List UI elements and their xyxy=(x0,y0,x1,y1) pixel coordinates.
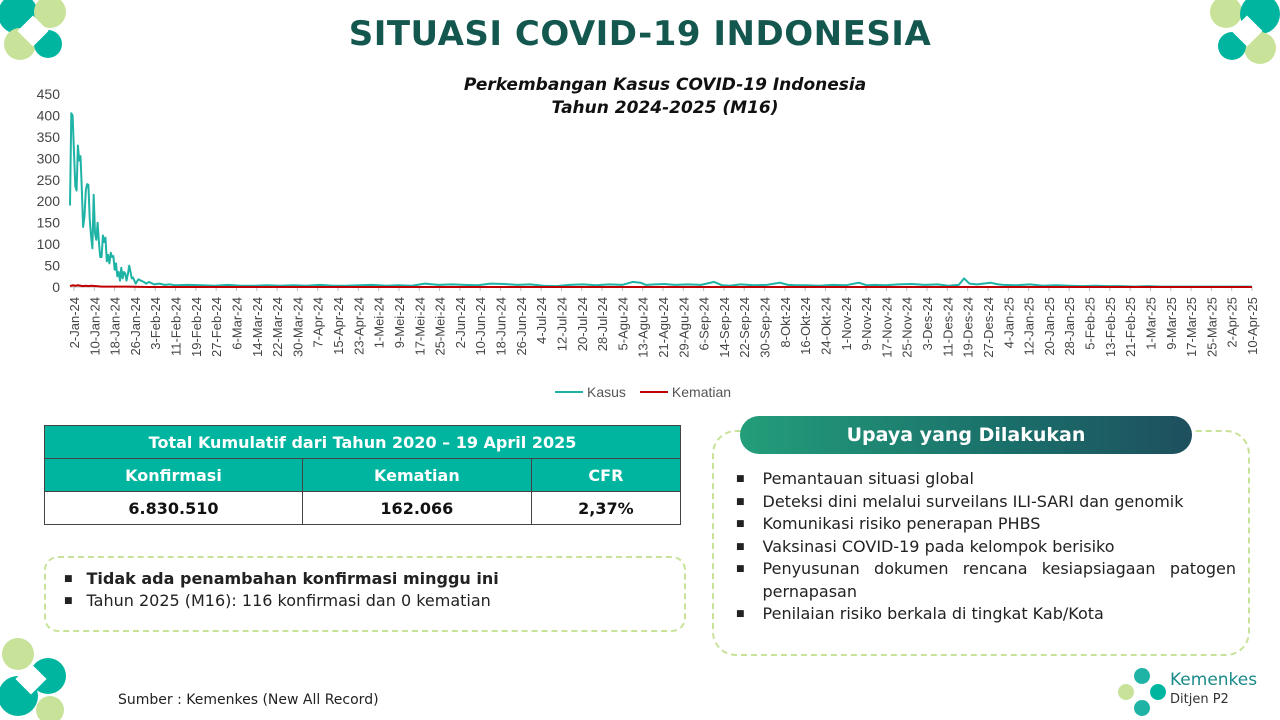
x-tick-label: 25-Mar-25 xyxy=(1204,297,1220,357)
x-tick-label: 4-Jul-24 xyxy=(534,297,550,344)
x-tick-label: 14-Sep-24 xyxy=(716,297,732,358)
x-tick-label: 8-Okt-24 xyxy=(777,297,793,348)
chart-title-line2: Tahun 2024-2025 (M16) xyxy=(551,98,779,118)
x-tick-label: 13-Feb-25 xyxy=(1102,297,1118,357)
summary-table xyxy=(44,425,681,525)
source-text: Sumber : Kemenkes (New All Record) xyxy=(118,692,379,708)
bullet-icon: ■ xyxy=(736,609,745,619)
bullet-icon: ■ xyxy=(736,474,745,484)
note-item xyxy=(64,568,666,590)
upaya-item xyxy=(736,513,1236,536)
x-tick-label: 5-Feb-25 xyxy=(1082,297,1098,350)
value-cfr: 2,37% xyxy=(531,492,680,525)
x-tick-label: 27-Feb-24 xyxy=(209,297,225,357)
kemenkes-logo xyxy=(1116,666,1276,716)
logo-subtitle: Ditjen P2 xyxy=(1170,692,1229,707)
y-tick-label: 300 xyxy=(36,150,60,167)
summary-table-title: Total Kumulatif dari Tahun 2020 – 19 April 2025 xyxy=(45,426,681,459)
header-konfirmasi: Konfirmasi xyxy=(45,459,303,492)
y-tick-label: 250 xyxy=(36,171,60,188)
x-tick-label: 1-Mei-24 xyxy=(371,297,387,349)
x-tick-label: 12-Jan-25 xyxy=(1021,297,1037,356)
x-tick-label: 19-Feb-24 xyxy=(188,297,204,357)
x-tick-label: 28-Jul-24 xyxy=(595,297,611,352)
upaya-item xyxy=(736,603,1236,626)
note-item xyxy=(64,590,666,612)
x-tick-label: 29-Agu-24 xyxy=(676,297,692,358)
x-tick-label: 4-Jan-25 xyxy=(1001,297,1017,349)
x-tick-label: 6-Sep-24 xyxy=(696,297,712,351)
upaya-title: Upaya yang Dilakukan xyxy=(740,416,1192,454)
page-title: SITUASI COVID-19 INDONESIA xyxy=(348,14,932,54)
value-konfirmasi: 6.830.510 xyxy=(45,492,303,525)
x-tick-label: 9-Mei-24 xyxy=(391,297,407,349)
bullet-icon: ■ xyxy=(736,496,745,507)
x-tick-label: 26-Jan-24 xyxy=(127,297,143,356)
legend-swatch-kematian xyxy=(640,391,668,393)
header-kematian: Kematian xyxy=(302,459,531,492)
y-tick-label: 100 xyxy=(36,236,60,253)
upaya-item xyxy=(736,491,1236,514)
x-tick-label: 16-Okt-24 xyxy=(798,297,814,355)
x-tick-label: 12-Jul-24 xyxy=(554,297,570,352)
bullet-icon: ■ xyxy=(736,519,745,529)
upaya-text: Penilaian risiko berkala di tingkat Kab/Kota xyxy=(762,604,1104,623)
x-tick-label: 13-Agu-24 xyxy=(635,297,651,358)
legend-item-kasus xyxy=(555,384,626,400)
series-line-kasus xyxy=(70,113,1252,286)
x-tick-label: 19-Des-24 xyxy=(960,297,976,358)
x-tick-label: 9-Nov-24 xyxy=(859,297,875,351)
x-tick-label: 22-Mar-24 xyxy=(270,297,286,357)
x-tick-label: 25-Mei-24 xyxy=(432,297,448,356)
x-tick-label: 1-Mar-25 xyxy=(1143,297,1159,350)
upaya-text: Deteksi dini melalui surveilans ILI-SARI dan genomik xyxy=(762,491,1184,511)
x-tick-label: 22-Sep-24 xyxy=(737,297,753,358)
x-tick-label: 18-Jun-24 xyxy=(493,296,509,356)
x-tick-label: 11-Des-24 xyxy=(940,297,956,357)
x-tick-label: 11-Feb-24 xyxy=(168,297,184,357)
upaya-item xyxy=(736,558,1236,603)
x-tick-label: 7-Apr-24 xyxy=(310,297,326,348)
y-tick-label: 0 xyxy=(52,279,60,295)
note-text: Tidak ada penambahan konfirmasi minggu ini xyxy=(86,569,499,588)
legend-label-kasus: Kasus xyxy=(587,384,626,400)
chart-legend xyxy=(555,384,731,400)
bullet-icon: ■ xyxy=(64,596,73,606)
x-tick-label: 18-Jan-24 xyxy=(107,297,123,356)
x-tick-label: 2-Apr-25 xyxy=(1224,297,1240,348)
bullet-icon: ■ xyxy=(64,574,73,584)
x-tick-label: 17-Mei-24 xyxy=(412,297,428,356)
x-tick-label: 23-Apr-24 xyxy=(351,297,367,355)
upaya-text: Vaksinasi COVID-19 pada kelompok berisiko xyxy=(762,536,1115,556)
x-tick-label: 2-Jan-24 xyxy=(67,297,82,349)
kemenkes-logo-icon xyxy=(1116,666,1168,716)
x-tick-label: 21-Feb-25 xyxy=(1123,297,1139,357)
x-tick-label: 21-Agu-24 xyxy=(656,297,671,358)
x-tick-label: 10-Apr-25 xyxy=(1245,297,1260,355)
header-cfr: CFR xyxy=(531,459,680,492)
note-text: Tahun 2025 (M16): 116 konfirmasi dan 0 kematian xyxy=(86,591,491,610)
legend-item-kematian xyxy=(640,384,731,400)
x-tick-label: 25-Nov-24 xyxy=(899,297,915,358)
x-tick-label: 17-Nov-24 xyxy=(879,297,895,358)
x-tick-label: 24-Okt-24 xyxy=(818,297,834,355)
x-tick-label: 10-Jan-24 xyxy=(87,297,103,356)
upaya-box xyxy=(712,430,1250,656)
x-tick-label: 2-Jun-24 xyxy=(452,297,468,349)
y-tick-label: 450 xyxy=(36,86,60,102)
x-tick-label: 30-Sep-24 xyxy=(757,297,773,358)
bullet-icon: ■ xyxy=(736,541,745,552)
y-tick-label: 350 xyxy=(36,128,60,145)
x-tick-label: 3-Feb-24 xyxy=(148,297,164,350)
legend-label-kematian: Kematian xyxy=(671,384,732,400)
upaya-item xyxy=(736,468,1236,491)
chart-title-line1: Perkembangan Kasus COVID-19 Indonesia xyxy=(463,75,867,95)
y-tick-label: 50 xyxy=(44,257,60,274)
x-tick-label: 10-Jun-24 xyxy=(473,297,489,356)
notes-box xyxy=(44,556,686,632)
bullet-icon: ■ xyxy=(736,564,745,574)
upaya-text: Pemantauan situasi global xyxy=(762,469,974,488)
x-tick-label: 9-Mar-25 xyxy=(1163,297,1179,350)
x-tick-label: 30-Mar-24 xyxy=(290,297,306,357)
y-tick-label: 400 xyxy=(36,107,60,124)
x-tick-label: 6-Mar-24 xyxy=(229,297,245,350)
upaya-item xyxy=(736,536,1236,559)
x-tick-label: 3-Des-24 xyxy=(920,297,936,351)
y-tick-label: 150 xyxy=(36,214,60,231)
upaya-text: Penyusunan dokumen rencana kesiapsiagaan patogen pernapasan xyxy=(762,559,1236,601)
covid-line-chart xyxy=(0,80,1280,380)
legend-swatch-kasus xyxy=(555,391,583,393)
corner-decoration-bottom-left xyxy=(0,636,90,720)
logo-name: Kemenkes xyxy=(1170,670,1258,690)
x-tick-label: 27-Des-24 xyxy=(980,297,996,358)
upaya-text: Komunikasi risiko penerapan PHBS xyxy=(762,514,1041,533)
value-kematian: 162.066 xyxy=(302,492,531,525)
x-tick-label: 28-Jan-25 xyxy=(1062,297,1078,356)
x-tick-label: 17-Mar-25 xyxy=(1184,297,1200,357)
x-tick-label: 20-Jan-25 xyxy=(1041,297,1057,356)
x-tick-label: 14-Mar-24 xyxy=(249,297,265,357)
x-tick-label: 1-Nov-24 xyxy=(838,297,854,351)
x-tick-label: 5-Agu-24 xyxy=(615,297,631,351)
x-tick-label: 15-Apr-24 xyxy=(331,297,347,355)
x-tick-label: 20-Jul-24 xyxy=(574,297,590,352)
y-tick-label: 200 xyxy=(36,193,60,210)
x-tick-label: 26-Jun-24 xyxy=(513,297,529,356)
